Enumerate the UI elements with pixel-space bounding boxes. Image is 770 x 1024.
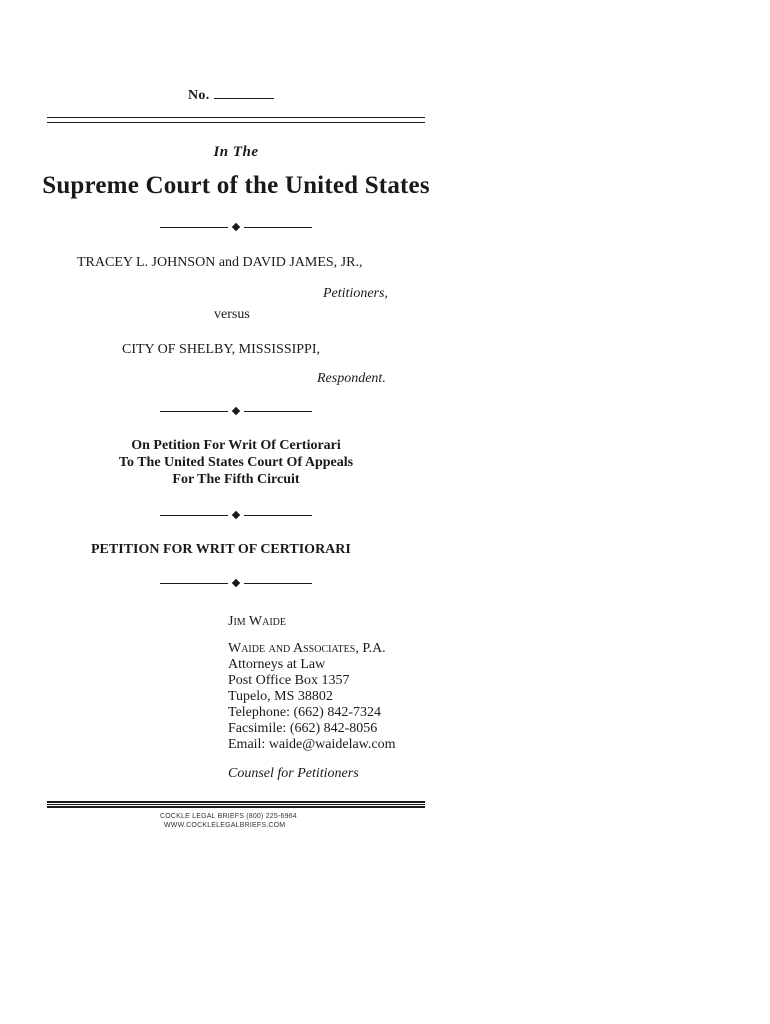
section-divider-2 [160, 406, 312, 416]
counsel-role: Attorneys at Law [228, 657, 326, 672]
document-title: PETITION FOR WRIT OF CERTIORARI [91, 542, 351, 557]
petitioners-names: TRACEY L. JOHNSON and DAVID JAMES, JR., [77, 255, 363, 270]
diamond-ornament-icon [232, 579, 240, 587]
court-name-heading: Supreme Court of the United States [42, 172, 430, 199]
section-divider-4 [160, 578, 312, 588]
counsel-address-2: Tupelo, MS 38802 [228, 689, 333, 704]
versus-text: versus [214, 307, 250, 322]
section-divider-1 [160, 222, 312, 232]
diamond-ornament-icon [232, 511, 240, 519]
proceeding-description [47, 437, 425, 488]
proceeding-line-3: For The Fifth Circuit [172, 472, 300, 487]
counsel-telephone: Telephone: (662) 842-7324 [228, 705, 381, 720]
respondent-label: Respondent. [317, 371, 386, 386]
respondent-name: CITY OF SHELBY, MISSISSIPPI, [122, 342, 320, 357]
top-double-rule [47, 117, 425, 123]
counsel-designation: Counsel for Petitioners [228, 766, 359, 781]
docket-label: No. [188, 88, 210, 103]
bottom-double-rule [47, 801, 425, 808]
printer-imprint [160, 812, 297, 830]
printer-line-1: COCKLE LEGAL BRIEFS (800) 225-6964 [160, 813, 297, 820]
counsel-contact-block [228, 641, 395, 753]
counsel-firm: Waide and Associates, P.A. [228, 641, 386, 656]
counsel-name: Jim Waide [228, 614, 287, 629]
counsel-facsimile: Facsimile: (662) 842-8056 [228, 721, 378, 736]
printer-line-2: WWW.COCKLELEGALBRIEFS.COM [164, 822, 286, 829]
petitioners-label: Petitioners, [323, 286, 388, 301]
proceeding-line-1: On Petition For Writ Of Certiorari [131, 438, 341, 453]
counsel-email: Email: waide@waidelaw.com [228, 737, 396, 752]
section-divider-3 [160, 510, 312, 520]
docket-number [188, 86, 274, 104]
docket-blank-line [214, 86, 274, 99]
counsel-address-1: Post Office Box 1357 [228, 673, 350, 688]
proceeding-line-2: To The United States Court Of Appeals [118, 455, 354, 470]
diamond-ornament-icon [232, 407, 240, 415]
in-the-heading: In The [213, 144, 259, 160]
diamond-ornament-icon [232, 223, 240, 231]
